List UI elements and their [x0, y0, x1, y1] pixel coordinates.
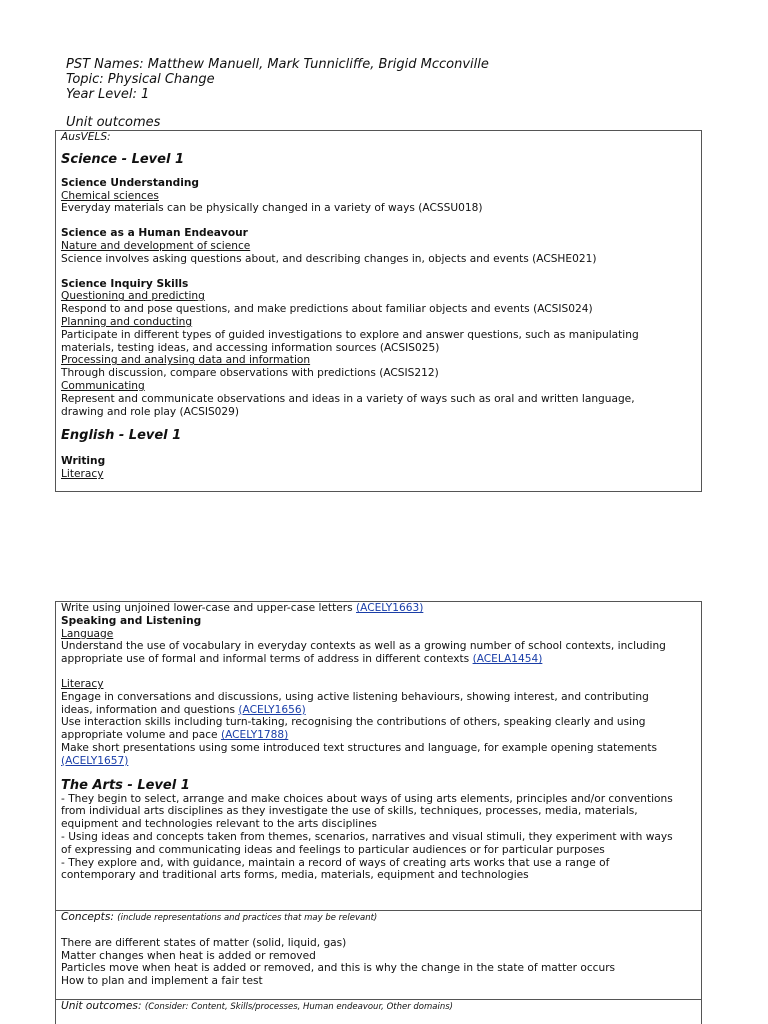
- concept-line: There are different states of matter (solid, liquid, gas): [61, 936, 347, 949]
- acely1656-link[interactable]: (ACELY1656): [238, 703, 306, 716]
- arts-line: of expressing and communicating ideas and feelings to particular audiences or for particular purposes: [61, 843, 605, 856]
- language-text-1: Understand the use of vocabulary in everyday contexts as well as a growing number of school contexts, including: [61, 640, 666, 653]
- document-header: [66, 57, 489, 130]
- questioning-text: Respond to and pose questions, and make predictions about familiar objects and events (ACSIS024): [61, 303, 593, 316]
- year-level: Year Level: 1: [66, 87, 150, 102]
- acely1663-link[interactable]: (ACELY1663): [356, 602, 424, 614]
- language-sub: Language: [61, 627, 114, 640]
- arts-line: - Using ideas and concepts taken from themes, scenarios, narratives and visual stimuli, they experiment with ways: [61, 830, 673, 843]
- literacy-text-2: ideas, information and questions: [61, 703, 239, 716]
- unit-outcomes-note: (Consider: Content, Skills/processes, Human endeavour, Other domains): [144, 1002, 453, 1012]
- write-text: Write using unjoined lower-case and upper-case letters: [61, 602, 356, 614]
- literacy-text-4: appropriate volume and pace: [61, 729, 221, 742]
- concept-line: Particles move when heat is added or removed, and this is why the change in the state of matter occurs: [61, 962, 616, 975]
- communicating-text-1: Represent and communicate observations and ideas in a variety of ways such as oral and written language,: [61, 392, 635, 405]
- unit-outcomes-label-line: [61, 1000, 697, 1014]
- language-line-2: [61, 653, 697, 666]
- planning-sub: Planning and conducting: [61, 315, 193, 328]
- concept-line: How to plan and implement a fair test: [61, 975, 263, 988]
- literacy-sub: Literacy: [61, 468, 104, 481]
- arts-line: equipment and technologies relevant to the arts disciplines: [61, 818, 377, 831]
- arts-line: - They explore and, with guidance, maintain a record of ways of creating arts works that use a range of: [61, 856, 610, 869]
- science-understanding-text: Everyday materials can be physically changed in a variety of ways (ACSSU018): [61, 202, 483, 215]
- planning-text-2: materials, testing ideas, and accessing information sources (ACSIS025): [61, 341, 440, 354]
- arts-line: contemporary and traditional arts forms, media, materials, equipment and technologies: [61, 869, 529, 882]
- ausvels-box: [55, 130, 702, 492]
- science-level-heading: Science - Level 1: [61, 151, 184, 167]
- topic: Topic: Physical Change: [66, 72, 215, 87]
- processing-sub: Processing and analysing data and information: [61, 354, 311, 367]
- ausvels-label: AusVELS:: [61, 131, 111, 143]
- human-endeavour-heading: Science as a Human Endeavour: [61, 227, 248, 240]
- pst-names: PST Names: Matthew Manuell, Mark Tunnicliffe, Brigid Mcconville: [66, 57, 489, 72]
- planning-text-1: Participate in different types of guided investigations to explore and answer questions, such as manipulating: [61, 328, 639, 341]
- continued-box: [55, 601, 702, 1024]
- english-level-heading: English - Level 1: [61, 428, 182, 444]
- write-line: [61, 602, 697, 615]
- nature-development-sub: Nature and development of science: [61, 239, 251, 252]
- acely1788-link[interactable]: (ACELY1788): [220, 729, 289, 742]
- science-understanding-heading: Science Understanding: [61, 176, 199, 189]
- literacy-text-3: Use interaction skills including turn-taking, recognising the contributions of others, speaking clearly and using: [61, 716, 646, 729]
- processing-text: Through discussion, compare observations with predictions (ACSIS212): [61, 367, 439, 380]
- arts-line: from individual arts disciplines as they investigate the use of skills, techniques, processes, media, materials,: [61, 805, 638, 818]
- concepts-note: (include representations and practices that may be relevant): [117, 913, 378, 923]
- literacy-line-2: [61, 704, 697, 717]
- writing-heading: Writing: [61, 455, 106, 468]
- acela1454-link[interactable]: (ACELA1454): [472, 653, 543, 666]
- communicating-text-2: drawing and role play (ACSIS029): [61, 405, 240, 418]
- concepts-label: Concepts:: [61, 911, 118, 923]
- literacy-line-4: [61, 729, 697, 742]
- inquiry-skills-heading: Science Inquiry Skills: [61, 277, 189, 290]
- literacy-text-5: Make short presentations using some introduced text structures and language, for example opening statements: [61, 741, 658, 754]
- chemical-sciences-sub: Chemical sciences: [61, 189, 159, 202]
- questioning-sub: Questioning and predicting: [61, 290, 205, 303]
- speaking-listening-heading: Speaking and Listening: [61, 614, 202, 627]
- arts-level-heading: The Arts - Level 1: [61, 777, 190, 793]
- human-endeavour-text: Science involves asking questions about, and describing changes in, objects and events (ACSHE021): [61, 252, 597, 265]
- literacy-text-1: Engage in conversations and discussions, using active listening behaviours, showing interest, and contributing: [61, 690, 649, 703]
- literacy-sub-2: Literacy: [61, 677, 104, 690]
- acely1657-link[interactable]: (ACELY1657): [61, 754, 129, 767]
- language-text-2: appropriate use of formal and informal terms of address in different contexts: [61, 653, 473, 666]
- unit-outcomes-label: Unit outcomes:: [61, 1000, 145, 1012]
- arts-line: - They begin to select, arrange and make choices about ways of using arts elements, principles and/or conventions: [61, 792, 673, 805]
- concepts-label-line: [61, 911, 697, 925]
- communicating-sub: Communicating: [61, 379, 145, 392]
- concept-line: Matter changes when heat is added or removed: [61, 949, 316, 962]
- unit-outcomes-heading: Unit outcomes: [66, 115, 161, 130]
